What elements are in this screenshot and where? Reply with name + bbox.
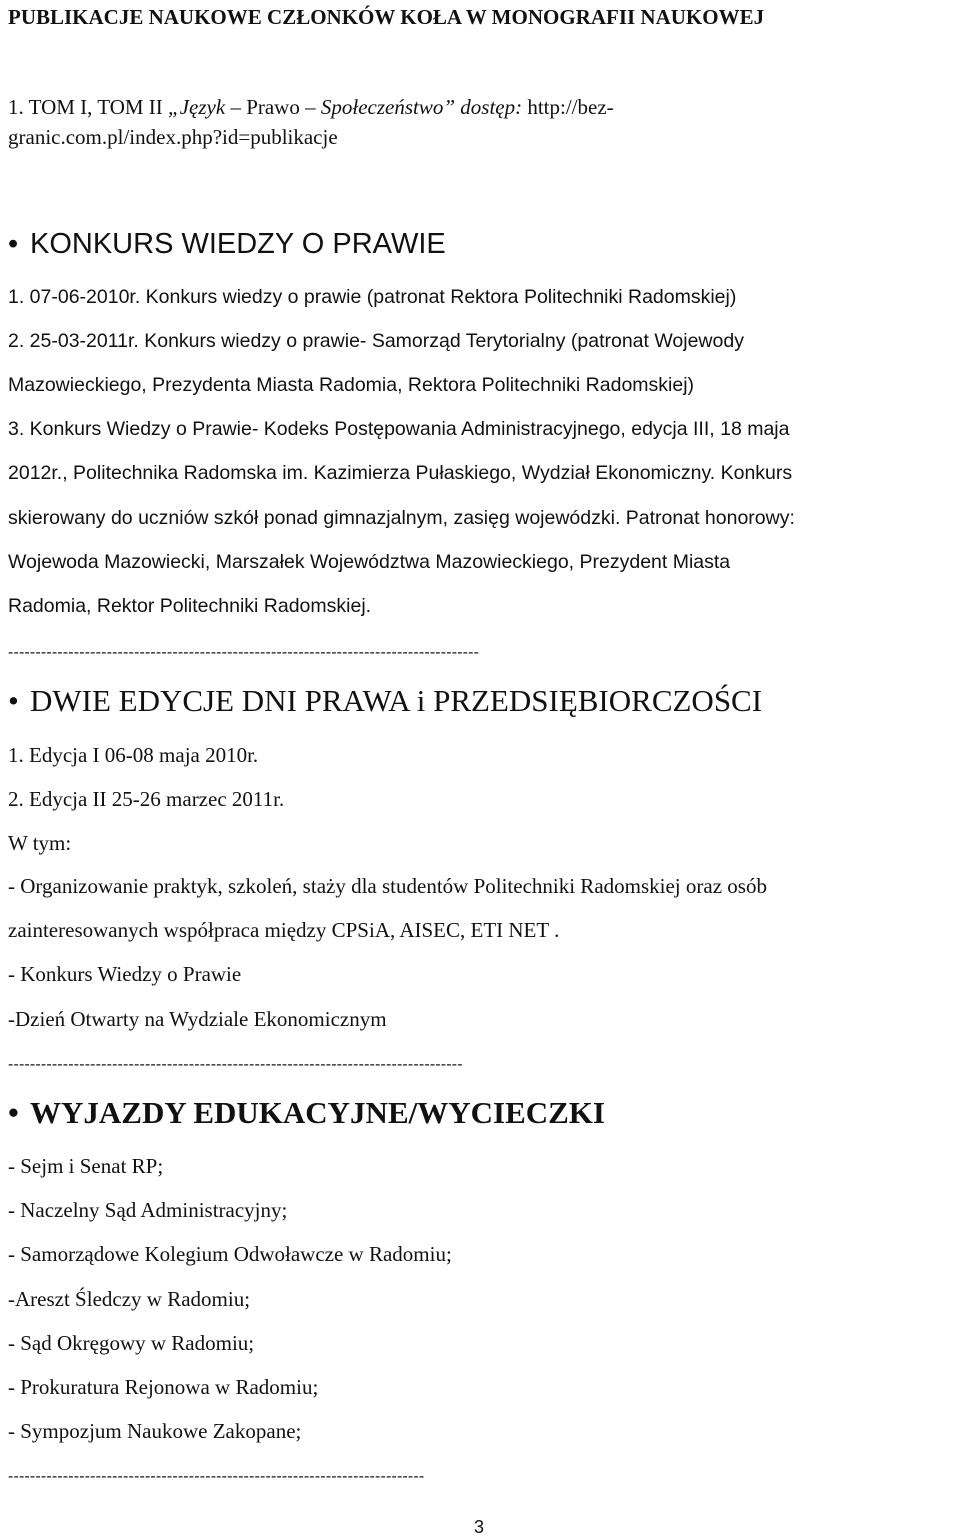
publication-url-part1: http://bez-: [522, 95, 614, 119]
konkurs-line: 3. Konkurs Wiedzy o Prawie- Kodeks Postępowania Administracyjnego, edycja III, 18 maja: [8, 418, 790, 440]
wyjazdy-item: - Naczelny Sąd Administracyjny;: [8, 1198, 288, 1222]
wyjazdy-heading-text: WYJAZDY EDUKACYJNE/WYCIECZKI: [30, 1095, 605, 1130]
konkurs-line: 2. 25-03-2011r. Konkurs wiedzy o prawie- Samorząd Terytorialny (patronat Wojewody: [8, 330, 744, 352]
separator-line: ----------------------------------------------------------------------------: [8, 1468, 425, 1485]
dni-prawa-line: 1. Edycja I 06-08 maja 2010r.: [8, 743, 259, 767]
wyjazdy-item: - Sejm i Senat RP;: [8, 1154, 164, 1178]
wyjazdy-item: -Areszt Śledczy w Radomiu;: [8, 1287, 251, 1311]
konkurs-line: Wojewoda Mazowiecki, Marszałek Województwa Mazowieckiego, Prezydent Miasta: [8, 551, 731, 573]
page-title: PUBLIKACJE NAUKOWE CZŁONKÓW KOŁA W MONOGRAFII NAUKOWEJ: [8, 5, 765, 29]
wyjazdy-item: - Prokuratura Rejonowa w Radomiu;: [8, 1375, 319, 1399]
konkurs-line: 1. 07-06-2010r. Konkurs wiedzy o prawie (patronat Rektora Politechniki Radomskiej): [8, 286, 737, 308]
publication-line-1: [8, 94, 614, 120]
bullet-icon: •: [8, 683, 19, 718]
publication-line-2: [8, 124, 338, 150]
publication-italic-title: „Język: [168, 95, 226, 119]
dni-prawa-line: - Organizowanie praktyk, szkoleń, staży dla studentów Politechniki Radomskiej oraz osób: [8, 874, 767, 898]
dni-prawa-heading-text: DWIE EDYCJE DNI PRAWA i PRZEDSIĘBIORCZOŚCI: [30, 683, 763, 718]
dni-prawa-line: zainteresowanych współpraca między CPSiA, AISEC, ETI NET .: [8, 918, 560, 942]
konkurs-line: 2012r., Politechnika Radomska im. Kazimierza Pułaskiego, Wydział Ekonomiczny. Konkurs: [8, 462, 793, 484]
konkurs-line: Mazowieckiego, Prezydenta Miasta Radomia, Rektora Politechniki Radomskiej): [8, 374, 695, 396]
dni-prawa-line: 2. Edycja II 25-26 marzec 2011r.: [8, 787, 285, 811]
dni-prawa-line: W tym:: [8, 831, 72, 855]
wyjazdy-item: - Sympozjum Naukowe Zakopane;: [8, 1419, 302, 1443]
dni-prawa-line: -Dzień Otwarty na Wydziale Ekonomicznym: [8, 1007, 387, 1031]
section-heading-konkurs: [8, 226, 446, 262]
section-heading-wyjazdy: [8, 1095, 605, 1131]
section-heading-dni-prawa: [8, 683, 762, 719]
bullet-icon: •: [8, 228, 19, 260]
wyjazdy-item: - Sąd Okręgowy w Radomiu;: [8, 1331, 255, 1355]
separator-line: --------------------------------------------------------------------------------------: [8, 644, 480, 661]
dni-prawa-line: - Konkurs Wiedzy o Prawie: [8, 962, 242, 986]
publication-italic-rest: Społeczeństwo” dostęp:: [320, 95, 523, 119]
publication-middle: – Prawo –: [225, 95, 321, 119]
bullet-icon: •: [8, 1095, 19, 1130]
separator-line: -----------------------------------------------------------------------------------: [8, 1056, 463, 1073]
konkurs-line: skierowany do uczniów szkół ponad gimnazjalnym, zasięg wojewódzki. Patronat honorowy:: [8, 507, 795, 529]
konkurs-heading-text: KONKURS WIEDZY O PRAWIE: [30, 228, 446, 260]
konkurs-line: Radomia, Rektor Politechniki Radomskiej.: [8, 595, 372, 617]
publication-prefix: 1. TOM I, TOM II: [8, 95, 169, 119]
page-number: 3: [474, 1517, 485, 1537]
wyjazdy-item: - Samorządowe Kolegium Odwoławcze w Radomiu;: [8, 1242, 452, 1266]
publication-url-part2: granic.com.pl/index.php?id=publikacje: [8, 125, 338, 149]
